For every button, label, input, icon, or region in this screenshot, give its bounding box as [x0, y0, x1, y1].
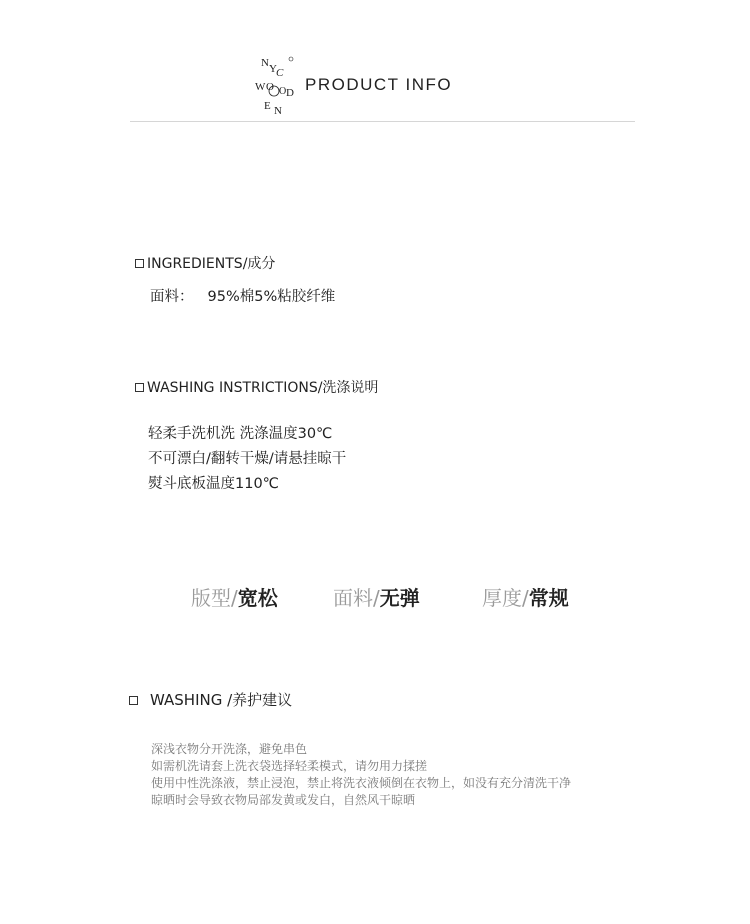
spec-separator: /: [373, 586, 380, 610]
ingredients-section-title: [135, 253, 275, 273]
logo-registered-mark: [289, 57, 293, 61]
logo-letter-d: D: [286, 87, 294, 99]
spec-stretch-value: 无弹: [379, 586, 420, 610]
logo-letter-o2: O: [279, 86, 287, 97]
checkbox-icon: [135, 383, 144, 392]
care-title: WASHING /养护建议: [150, 691, 293, 709]
care-line: 深浅衣物分开洗涤，避免串色: [151, 742, 308, 756]
spec-separator: /: [231, 586, 238, 610]
logo-letter-n2: N: [274, 105, 282, 116]
washing-instruction-line: 不可漂白/翻转干燥/请悬挂晾干: [148, 451, 347, 467]
checkbox-icon: [135, 259, 144, 268]
logo-letter-o: O: [266, 81, 274, 93]
washing-instruction-line: 轻柔手洗机洗 洗涤温度30℃: [148, 426, 333, 442]
care-line: 使用中性洗涤液，禁止浸泡，禁止将洗衣液倾倒在衣物上，如没有充分清洗干净: [151, 776, 572, 790]
logo-letter-c: C: [276, 67, 284, 79]
page-title: PRODUCT INFO: [305, 75, 453, 94]
checkbox-icon: [129, 696, 138, 705]
care-line: 如需机洗请套上洗衣袋选择轻柔模式，请勿用力揉搓: [151, 759, 428, 773]
spec-fit-key: 版型: [191, 586, 231, 610]
washing-instruction-line: 熨斗底板温度110℃: [148, 476, 279, 492]
brand-logo: [255, 54, 299, 116]
ingredients-title: INGREDIENTS/成分: [147, 256, 276, 272]
logo-letter-w: W: [255, 81, 266, 93]
spec-stretch: [333, 582, 420, 611]
spec-separator: /: [522, 586, 529, 610]
spec-fit: [191, 582, 278, 611]
spec-thickness-value: 常规: [528, 586, 569, 610]
logo-letter-n: N: [261, 57, 269, 69]
fabric-value: 95%棉5%粘胶纤维: [207, 289, 336, 305]
ingredients-fabric: [150, 285, 335, 306]
spec-stretch-key: 面料: [333, 586, 373, 610]
header-divider: [130, 121, 635, 122]
spec-fit-value: 宽松: [237, 586, 278, 610]
care-line: 晾晒时会导致衣物局部发黄或发白，自然风干晾晒: [151, 793, 416, 807]
washing-instructions-title: WASHING INSTRICTIONS/洗涤说明: [147, 380, 379, 396]
fabric-label: 面料：: [150, 289, 194, 305]
spec-thickness-key: 厚度: [482, 586, 522, 610]
logo-letter-e: E: [264, 100, 271, 112]
spec-thickness: [482, 582, 569, 611]
washing-instructions-section-title: [135, 377, 378, 397]
care-section-title: [129, 689, 292, 710]
logo-letter-y: Y: [269, 63, 277, 75]
